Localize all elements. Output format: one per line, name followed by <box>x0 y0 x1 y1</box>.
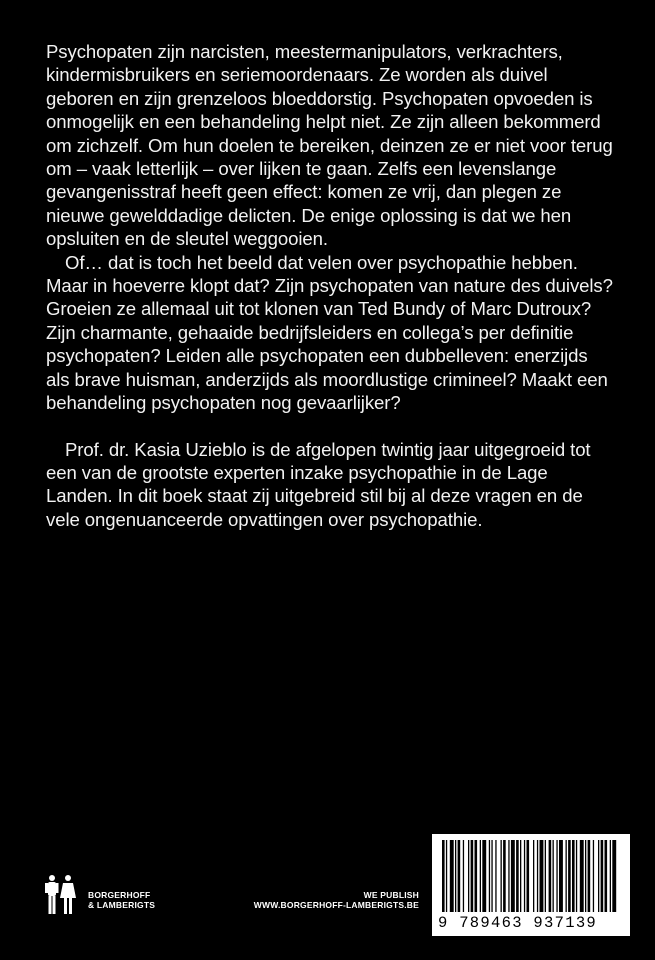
blurb-paragraph-3: Prof. dr. Kasia Uzieblo is de afgelopen twintig jaar uitgegroeid tot een van de grootste experten inzake psychopathie in de Lage Landen. In dit boek staat zij uitgebreid stil bij al deze vragen en de vele ongenuanceerde opvattingen over psychopathie. <box>46 438 591 530</box>
publisher-website-url: WWW.BORGERHOFF-LAMBERIGTS.BE <box>253 900 419 910</box>
back-cover-blurb <box>46 40 616 531</box>
blurb-paragraph-1: Psychopaten zijn narcisten, meestermanipulators, verkrachters, kindermisbruikers en seriemoordenaars. Ze worden als duivel geboren en zijn grenzeloos bloeddorstig. Psychopaten opvoeden is onmogelijk en een behandeling helpt niet. Ze zijn alleen bekommerd om zichzelf. Om hun doelen te bereiken, deinzen ze er niet voor terug om – vaak letterlijk – over lijken te gaan. Zelfs een levenslange gevangenisstraf heeft geen effect: komen ze vrij, dan plegen ze nieuwe gewelddadige delicten. De enige oplossing is dat we hen opsluiten en de sleutel weggooien. <box>46 41 613 250</box>
borgerhoff-lamberigts-logo-icon <box>40 874 80 923</box>
publisher-name-line-2: & LAMBERIGTS <box>88 900 156 910</box>
publisher-name <box>88 890 155 910</box>
isbn-digits: 9 789463 937139 <box>438 914 598 932</box>
publisher-website-block <box>254 890 419 910</box>
ean13-barcode-icon <box>440 840 622 912</box>
publisher-slogan: WE PUBLISH <box>363 890 419 900</box>
publisher-name-line-1: BORGERHOFF <box>88 890 151 900</box>
isbn-barcode <box>432 834 630 936</box>
blurb-paragraph-2: Of… dat is toch het beeld dat velen over psychopathie hebben. Maar in hoeverre klopt dat? Zijn psychopaten van nature des duivels? Groeien ze allemaal uit tot klonen van Ted Bundy of Marc Dutroux? Zijn charmante, gehaaide bedrijfsleiders en collega’s per definitie psychopaten? Leiden alle psychopaten een dubbelleven: enerzijds als brave huisman, anderzijds als moordlustige crimineel? Maakt een behandeling psychopaten nog gevaarlijker? <box>46 251 613 414</box>
